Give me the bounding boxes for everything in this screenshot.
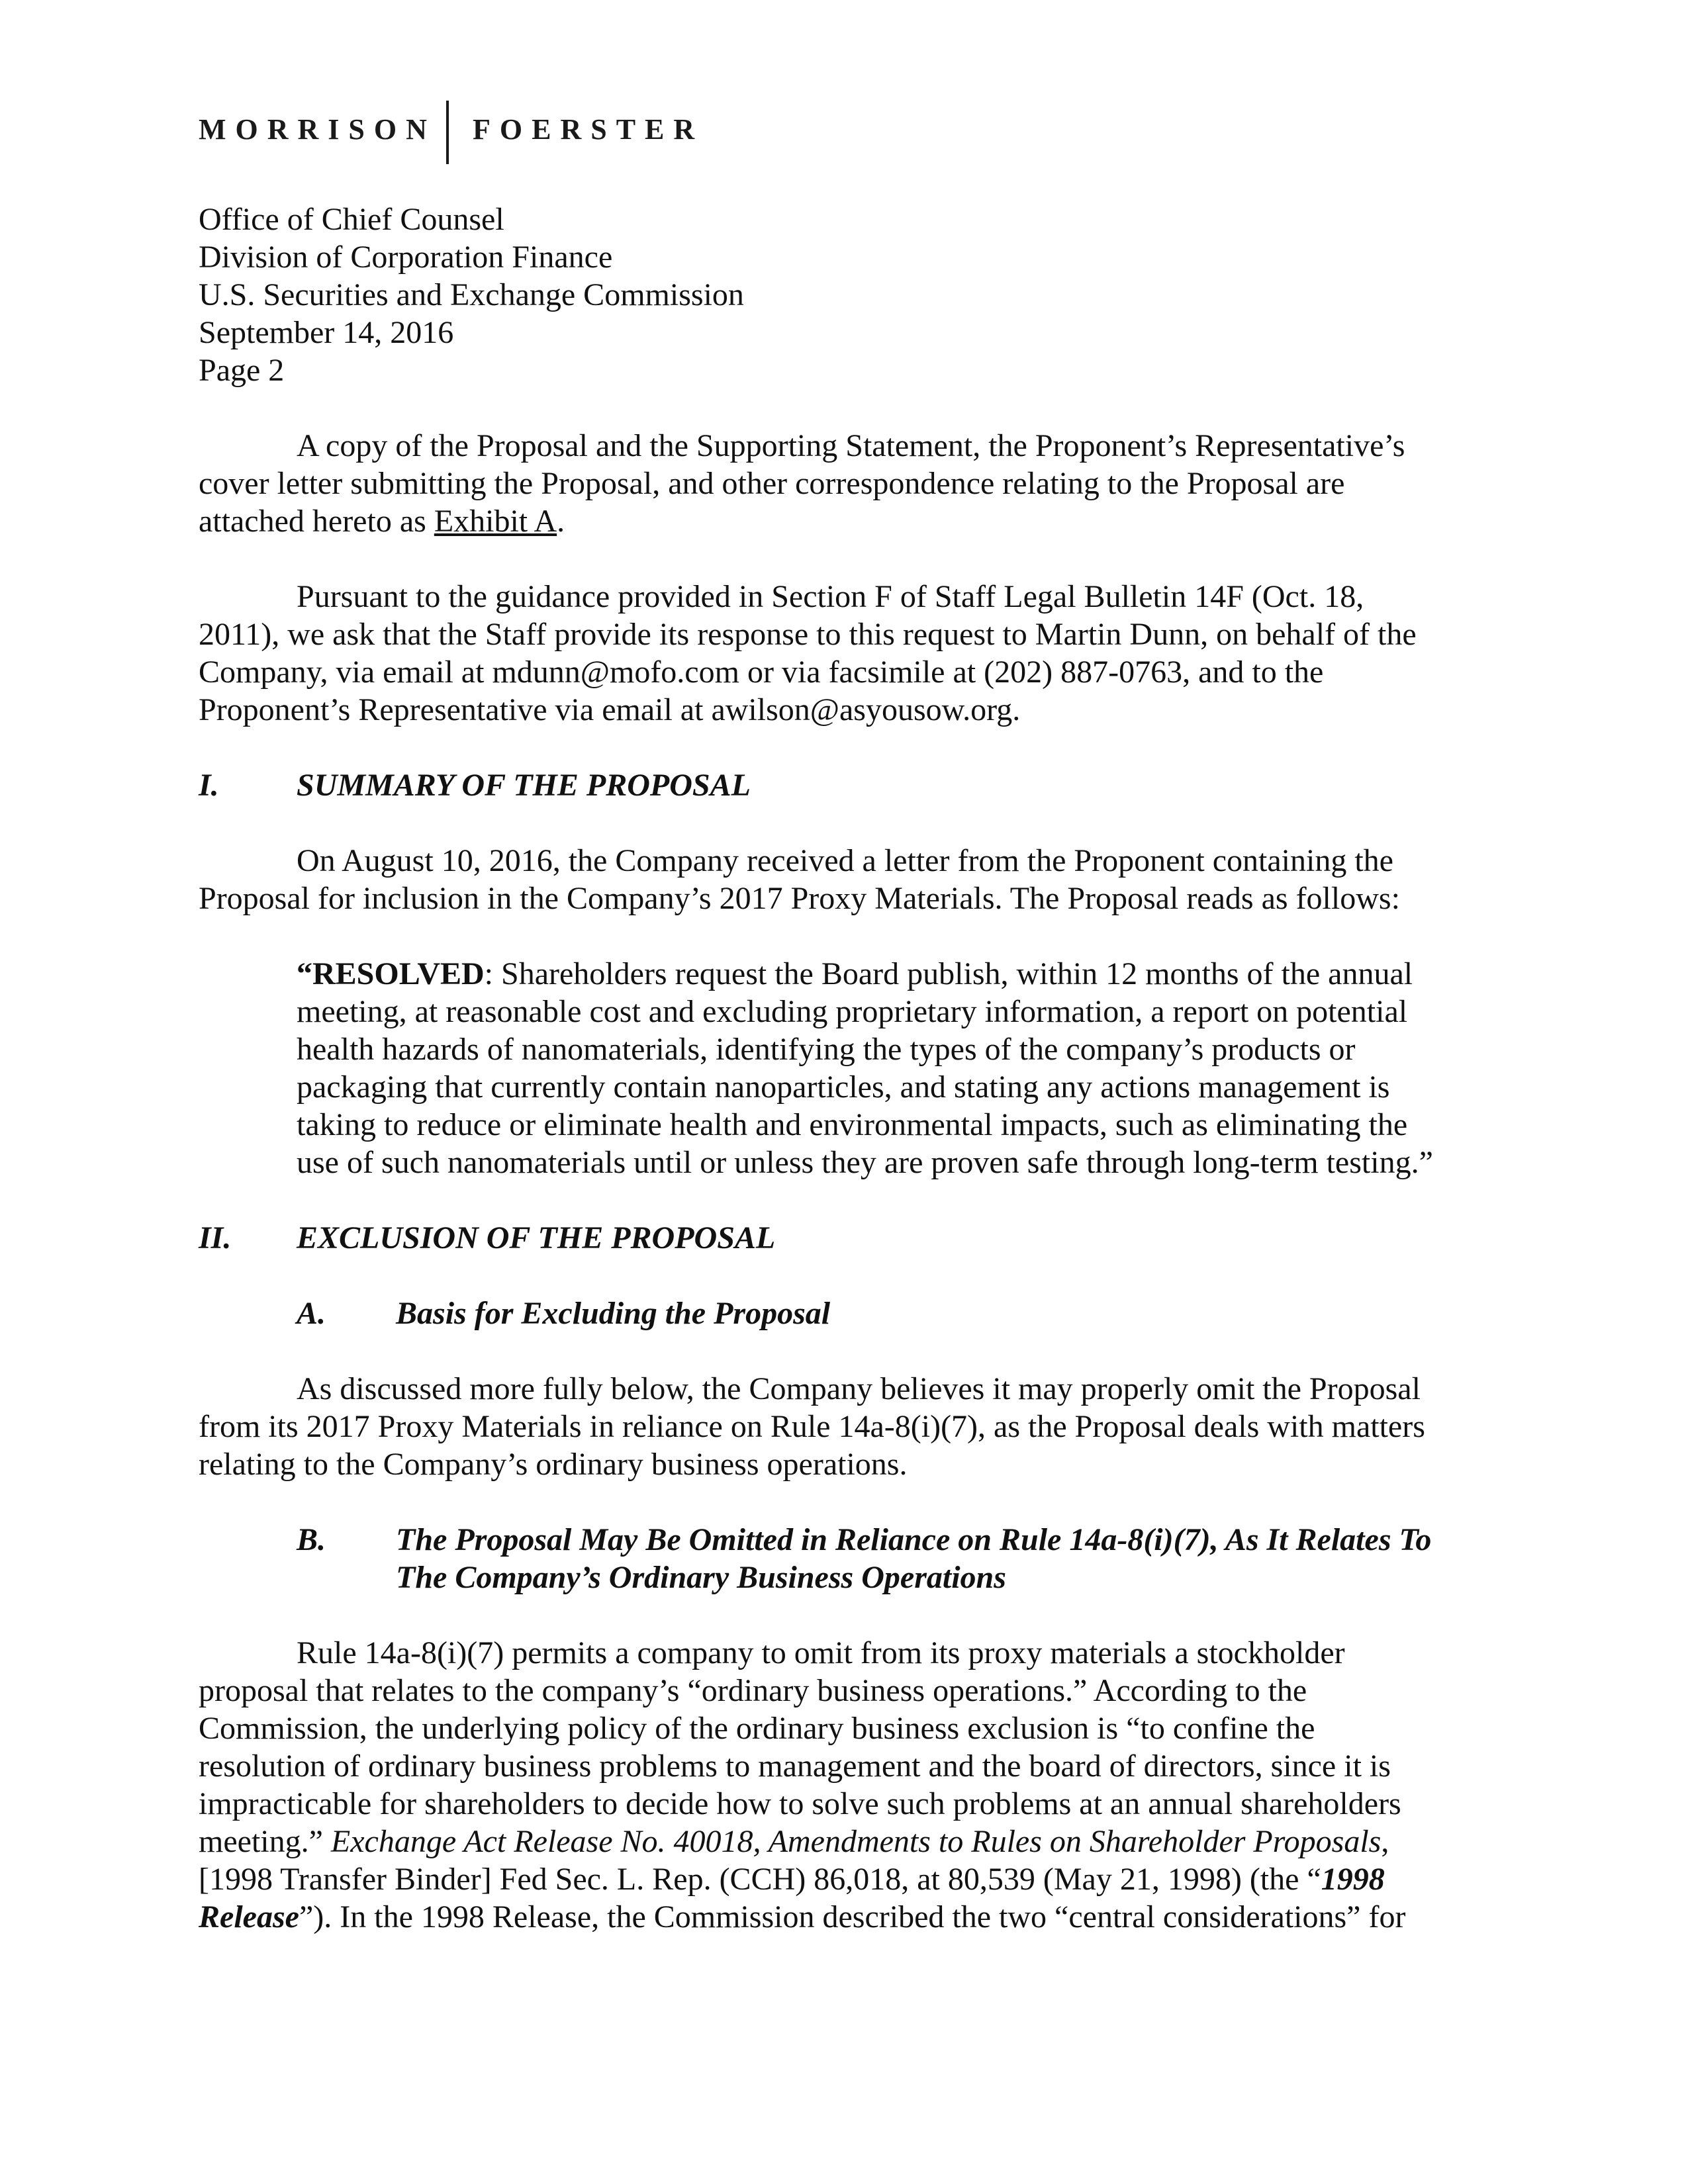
para2-line-2: 2011), we ask that the Staff provide its response to this request to Martin Dunn, on behalf of the <box>199 617 1417 652</box>
address-line-1: Office of Chief Counsel <box>199 202 504 237</box>
address-line-2: Division of Corporation Finance <box>199 240 613 275</box>
para3-line-1: On August 10, 2016, the Company received a letter from the Proponent containing the <box>297 843 1393 878</box>
quote-line-4: packaging that currently contain nanoparticles, and stating any actions management is <box>297 1069 1390 1105</box>
defined-term-1998: 1998 <box>1321 1862 1385 1897</box>
section-1-number: I. <box>199 768 219 803</box>
para2-line-3: Company, via email at mdunn@mofo.com or via facsimile at (202) 887-0763, and to the <box>199 655 1324 690</box>
para5-line-6-text: meeting.” <box>199 1824 331 1859</box>
resolved-label: “RESOLVED <box>297 956 485 991</box>
para5-line-8-text: ”). In the 1998 Release, the Commission described the two “central considerations” for <box>299 1899 1406 1934</box>
para5-line-4: resolution of ordinary business problems to management and the board of directors, since it is <box>199 1749 1391 1784</box>
para5-line-7 <box>199 1860 1489 1898</box>
para5-line-3: Commission, the underlying policy of the ordinary business exclusion is “to confine the <box>199 1711 1315 1746</box>
section-a-number: A. <box>297 1296 326 1331</box>
para5-line-6-comma: , <box>1381 1824 1389 1859</box>
quote-line-2: meeting, at reasonable cost and excluding proprietary information, a report on potential <box>297 994 1408 1029</box>
para5-line-7-text: [1998 Transfer Binder] Fed Sec. L. Rep. (CCH) 86,018, at 80,539 (May 21, 1998) (the “ <box>199 1862 1321 1897</box>
address-line-3: U.S. Securities and Exchange Commission <box>199 277 744 312</box>
exhibit-a-reference: Exhibit A <box>434 504 557 539</box>
section-1-title: SUMMARY OF THE PROPOSAL <box>297 768 751 803</box>
para1-line-3 <box>199 502 1489 540</box>
firm-logo <box>199 101 702 164</box>
para5-line-8 <box>199 1898 1489 1936</box>
letter-date: September 14, 2016 <box>199 315 454 350</box>
para5-line-1: Rule 14a-8(i)(7) permits a company to omit from its proxy materials a stockholder <box>297 1635 1345 1670</box>
section-b-number: B. <box>297 1522 326 1557</box>
quote-line-3: health hazards of nanomaterials, identifying the types of the company’s products or <box>297 1032 1356 1067</box>
para1-line-2: cover letter submitting the Proposal, and other correspondence relating to the Proposal are <box>199 466 1345 501</box>
para3-line-2: Proposal for inclusion in the Company’s 2017 Proxy Materials. The Proposal reads as follows: <box>199 881 1400 916</box>
para1-line-3-period: . <box>557 504 565 539</box>
para4-line-3: relating to the Company’s ordinary business operations. <box>199 1447 908 1482</box>
defined-term-release: Release <box>199 1899 299 1934</box>
para4-line-1: As discussed more fully below, the Company believes it may properly omit the Proposal <box>297 1371 1421 1406</box>
quote-line-1 <box>297 955 1413 993</box>
para5-line-2: proposal that relates to the company’s “ordinary business operations.” According to the <box>199 1673 1307 1708</box>
para2-line-1: Pursuant to the guidance provided in Section F of Staff Legal Bulletin 14F (Oct. 18, <box>297 579 1364 614</box>
para1-line-1: A copy of the Proposal and the Supporting Statement, the Proponent’s Representative’s <box>297 428 1405 463</box>
quote-line-1-text: : Shareholders request the Board publish, within 12 months of the annual <box>484 956 1413 991</box>
section-2-title: EXCLUSION OF THE PROPOSAL <box>297 1220 776 1255</box>
logo-divider <box>446 101 449 164</box>
para4-line-2: from its 2017 Proxy Materials in reliance on Rule 14a-8(i)(7), as the Proposal deals with matters <box>199 1409 1425 1444</box>
para5-line-5: impracticable for shareholders to decide how to solve such problems at an annual shareholders <box>199 1786 1401 1821</box>
quote-line-5: taking to reduce or eliminate health and environmental impacts, such as eliminating the <box>297 1107 1408 1142</box>
quote-line-6: use of such nanomaterials until or unless they are proven safe through long-term testing.” <box>297 1145 1433 1180</box>
para5-line-6 <box>199 1823 1489 1860</box>
section-2-number: II. <box>199 1220 232 1255</box>
release-citation: Exchange Act Release No. 40018, Amendments to Rules on Shareholder Proposals <box>330 1824 1382 1859</box>
logo-text-right: FOERSTER <box>473 113 704 146</box>
logo-text-left: MORRISON <box>199 113 436 146</box>
para2-line-4: Proponent’s Representative via email at awilson@asyousow.org. <box>199 692 1021 727</box>
section-b-title-line-1: The Proposal May Be Omitted in Reliance on Rule 14a-8(i)(7), As It Relates To <box>396 1522 1432 1557</box>
section-a-title: Basis for Excluding the Proposal <box>396 1296 831 1331</box>
page-number: Page 2 <box>199 353 285 388</box>
section-b-title-line-2: The Company’s Ordinary Business Operations <box>396 1560 1006 1595</box>
para1-line-3-text: attached hereto as <box>199 504 434 539</box>
